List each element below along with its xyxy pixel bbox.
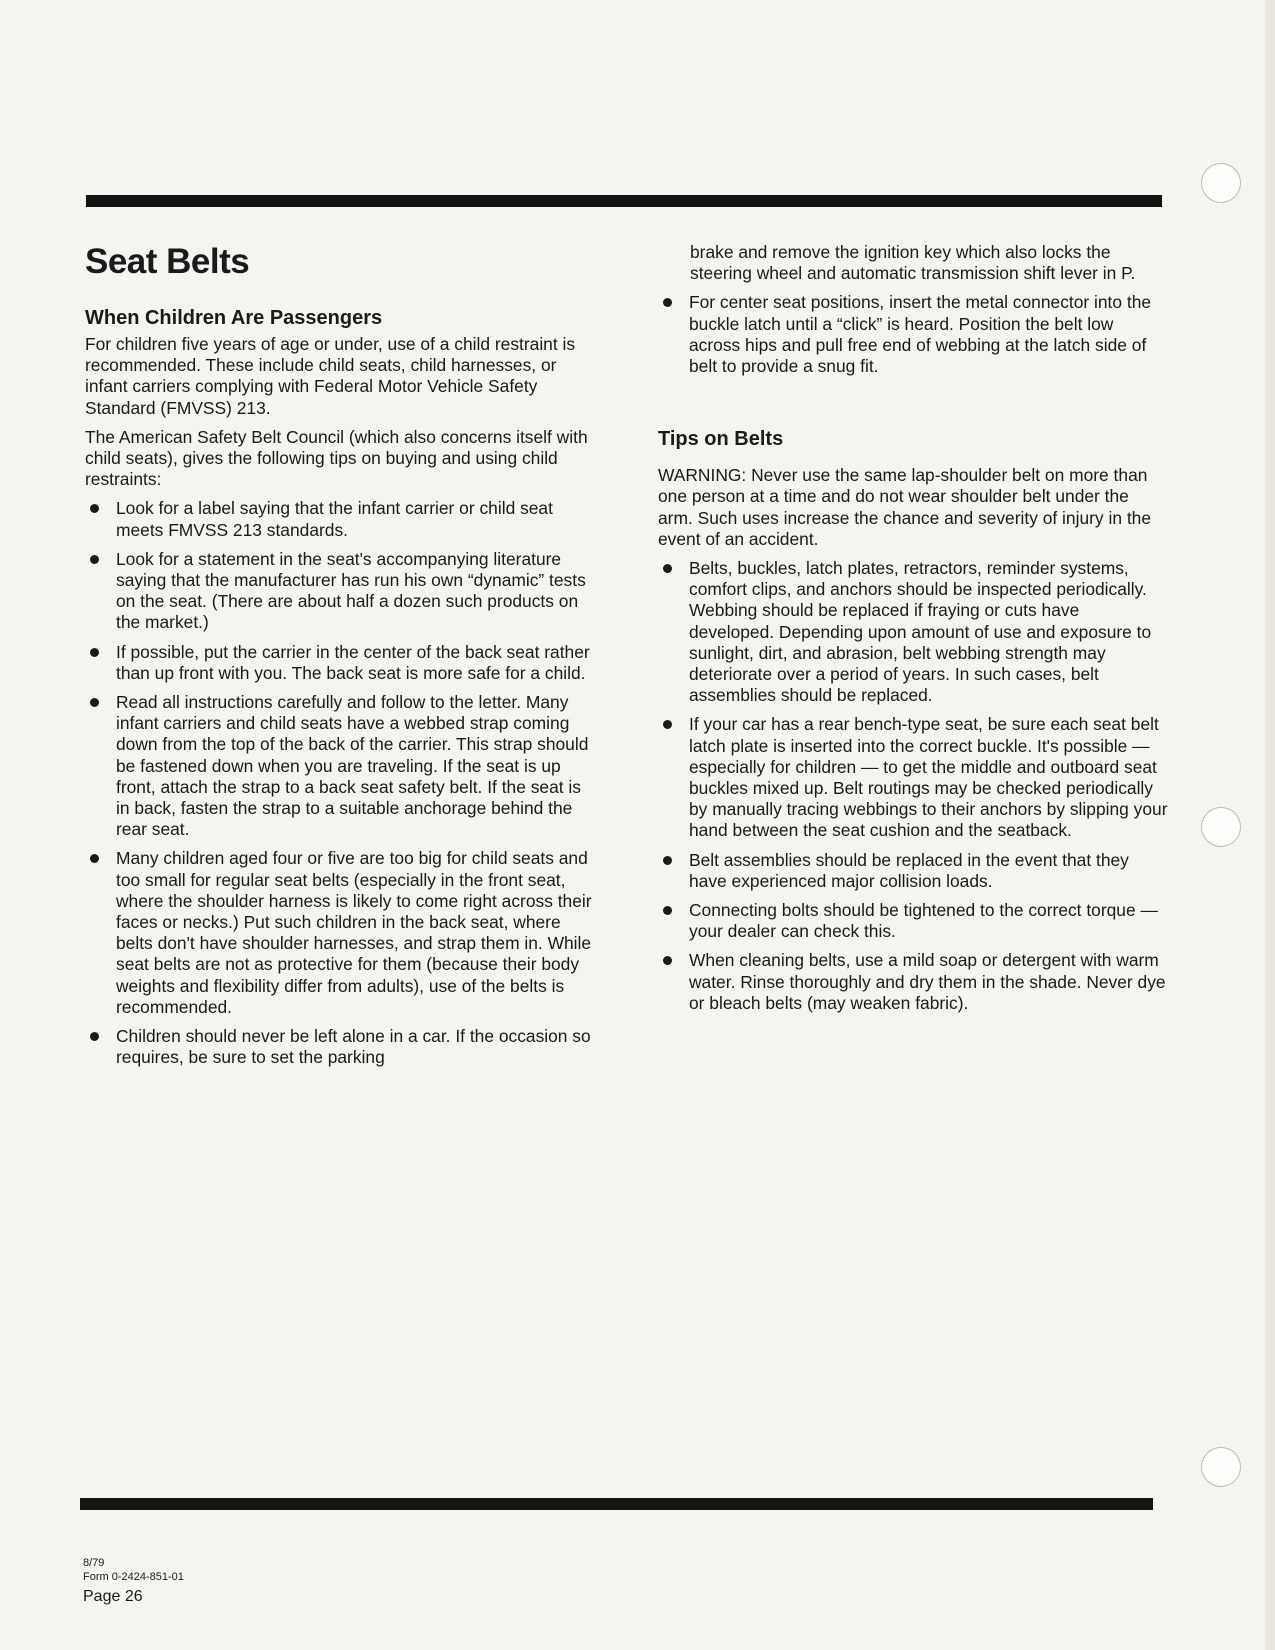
list-item: When cleaning belts, use a mild soap or detergent with warm water. Rinse thoroughly and dry them in the shade. Never dye or bleach belts (may weaken fabric). xyxy=(658,950,1168,1014)
list-item: Children should never be left alone in a car. If the occasion so requires, be sure to set the parking xyxy=(85,1026,595,1068)
binder-hole-middle xyxy=(1201,807,1241,847)
child-restraint-tips-list xyxy=(85,498,595,1068)
list-item: Belt assemblies should be replaced in the event that they have experienced major collision loads. xyxy=(658,850,1168,892)
list-item: If your car has a rear bench-type seat, be sure each seat belt latch plate is inserted into the correct buckle. It's possible — especially for children — to get the middle and outboard seat buckles mixed up. Belt routings may be checked periodically by manually tracing webbings to their anchors by slipping your hand between the seat cushion and the seatback. xyxy=(658,714,1168,841)
intro-paragraph: For children five years of age or under, use of a child restraint is recommended. These include child seats, child harnesses, or infant carriers complying with Federal Motor Vehicle Safety Standard (FMVSS) 213. xyxy=(85,334,576,418)
footer-date: 8/79 xyxy=(83,1557,105,1569)
belt-tips-list xyxy=(658,558,1168,1014)
page-title: Seat Belts xyxy=(85,242,250,281)
list-item: Look for a label saying that the infant carrier or child seat meets FMVSS 213 standards. xyxy=(85,498,595,540)
section-heading-children: When Children Are Passengers xyxy=(85,307,383,329)
list-item: Read all instructions carefully and follow to the letter. Many infant carriers and child seats have a webbed strap coming down from the top of the back of the carrier. This strap should be fastened down when you are traveling. If the seat is up front, attach the strap to a back seat safety belt. If the seat is in back, fasten the strap to a suitable anchorage behind the rear seat. xyxy=(85,692,595,840)
list-item: Connecting bolts should be tightened to the correct torque — your dealer can check this. xyxy=(658,900,1168,942)
bottom-rule xyxy=(80,1498,1153,1510)
list-item: For center seat positions, insert the metal connector into the buckle latch until a “click” is heard. Position the belt low across hips and pull free end of webbing at the latch side of belt to provide a snug fit. xyxy=(658,292,1168,377)
warning-paragraph: WARNING: Never use the same lap-shoulder belt on more than one person at a time and do not wear shoulder belt under the arm. Such uses increase the chance and severity of injury in the event of an accident. xyxy=(658,465,1151,549)
section-heading-tips: Tips on Belts xyxy=(658,428,784,451)
list-item: Many children aged four or five are too big for child seats and too small for regular seat belts (especially in the front seat, where the shoulder harness is likely to come right across their faces or necks.) Put such children in the back seat, where belts don't have shoulder harnesses, and strap them in. While seat belts are not as protective for them (because their body weights and flexibility differ from adults), use of the belts is recommended. xyxy=(85,848,595,1018)
list-item: Belts, buckles, latch plates, retractors, reminder systems, comfort clips, and anchors should be inspected periodically. Webbing should be replaced if fraying or cuts have developed. Depending upon amount of use and exposure to sunlight, dirt, and abrasion, belt webbing strength may deteriorate over a period of years. In such cases, belt assemblies should be replaced. xyxy=(658,558,1168,706)
top-rule xyxy=(86,195,1162,207)
intro-paragraph: The American Safety Belt Council (which also concerns itself with child seats), gives the following tips on buying and using child restraints: xyxy=(85,426,588,490)
right-column xyxy=(658,242,1168,1022)
list-item: If possible, put the carrier in the center of the back seat rather than up front with you. The back seat is more safe for a child. xyxy=(85,642,595,684)
footer-form-number: Form 0-2424-851-01 xyxy=(83,1571,184,1583)
page-number: Page 26 xyxy=(83,1588,143,1605)
continued-text: brake and remove the ignition key which also locks the steering wheel and automatic transmission shift lever in P. xyxy=(690,242,1136,284)
left-column xyxy=(85,242,595,1077)
footer xyxy=(83,1556,184,1608)
binder-hole-top xyxy=(1201,163,1241,203)
center-seat-list xyxy=(658,292,1168,377)
list-item: Look for a statement in the seat's accompanying literature saying that the manufacturer has run his own “dynamic” tests on the seat. (There are about half a dozen such products on the market.) xyxy=(85,549,595,634)
binder-hole-bottom xyxy=(1201,1447,1241,1487)
page-edge xyxy=(1265,0,1275,1650)
